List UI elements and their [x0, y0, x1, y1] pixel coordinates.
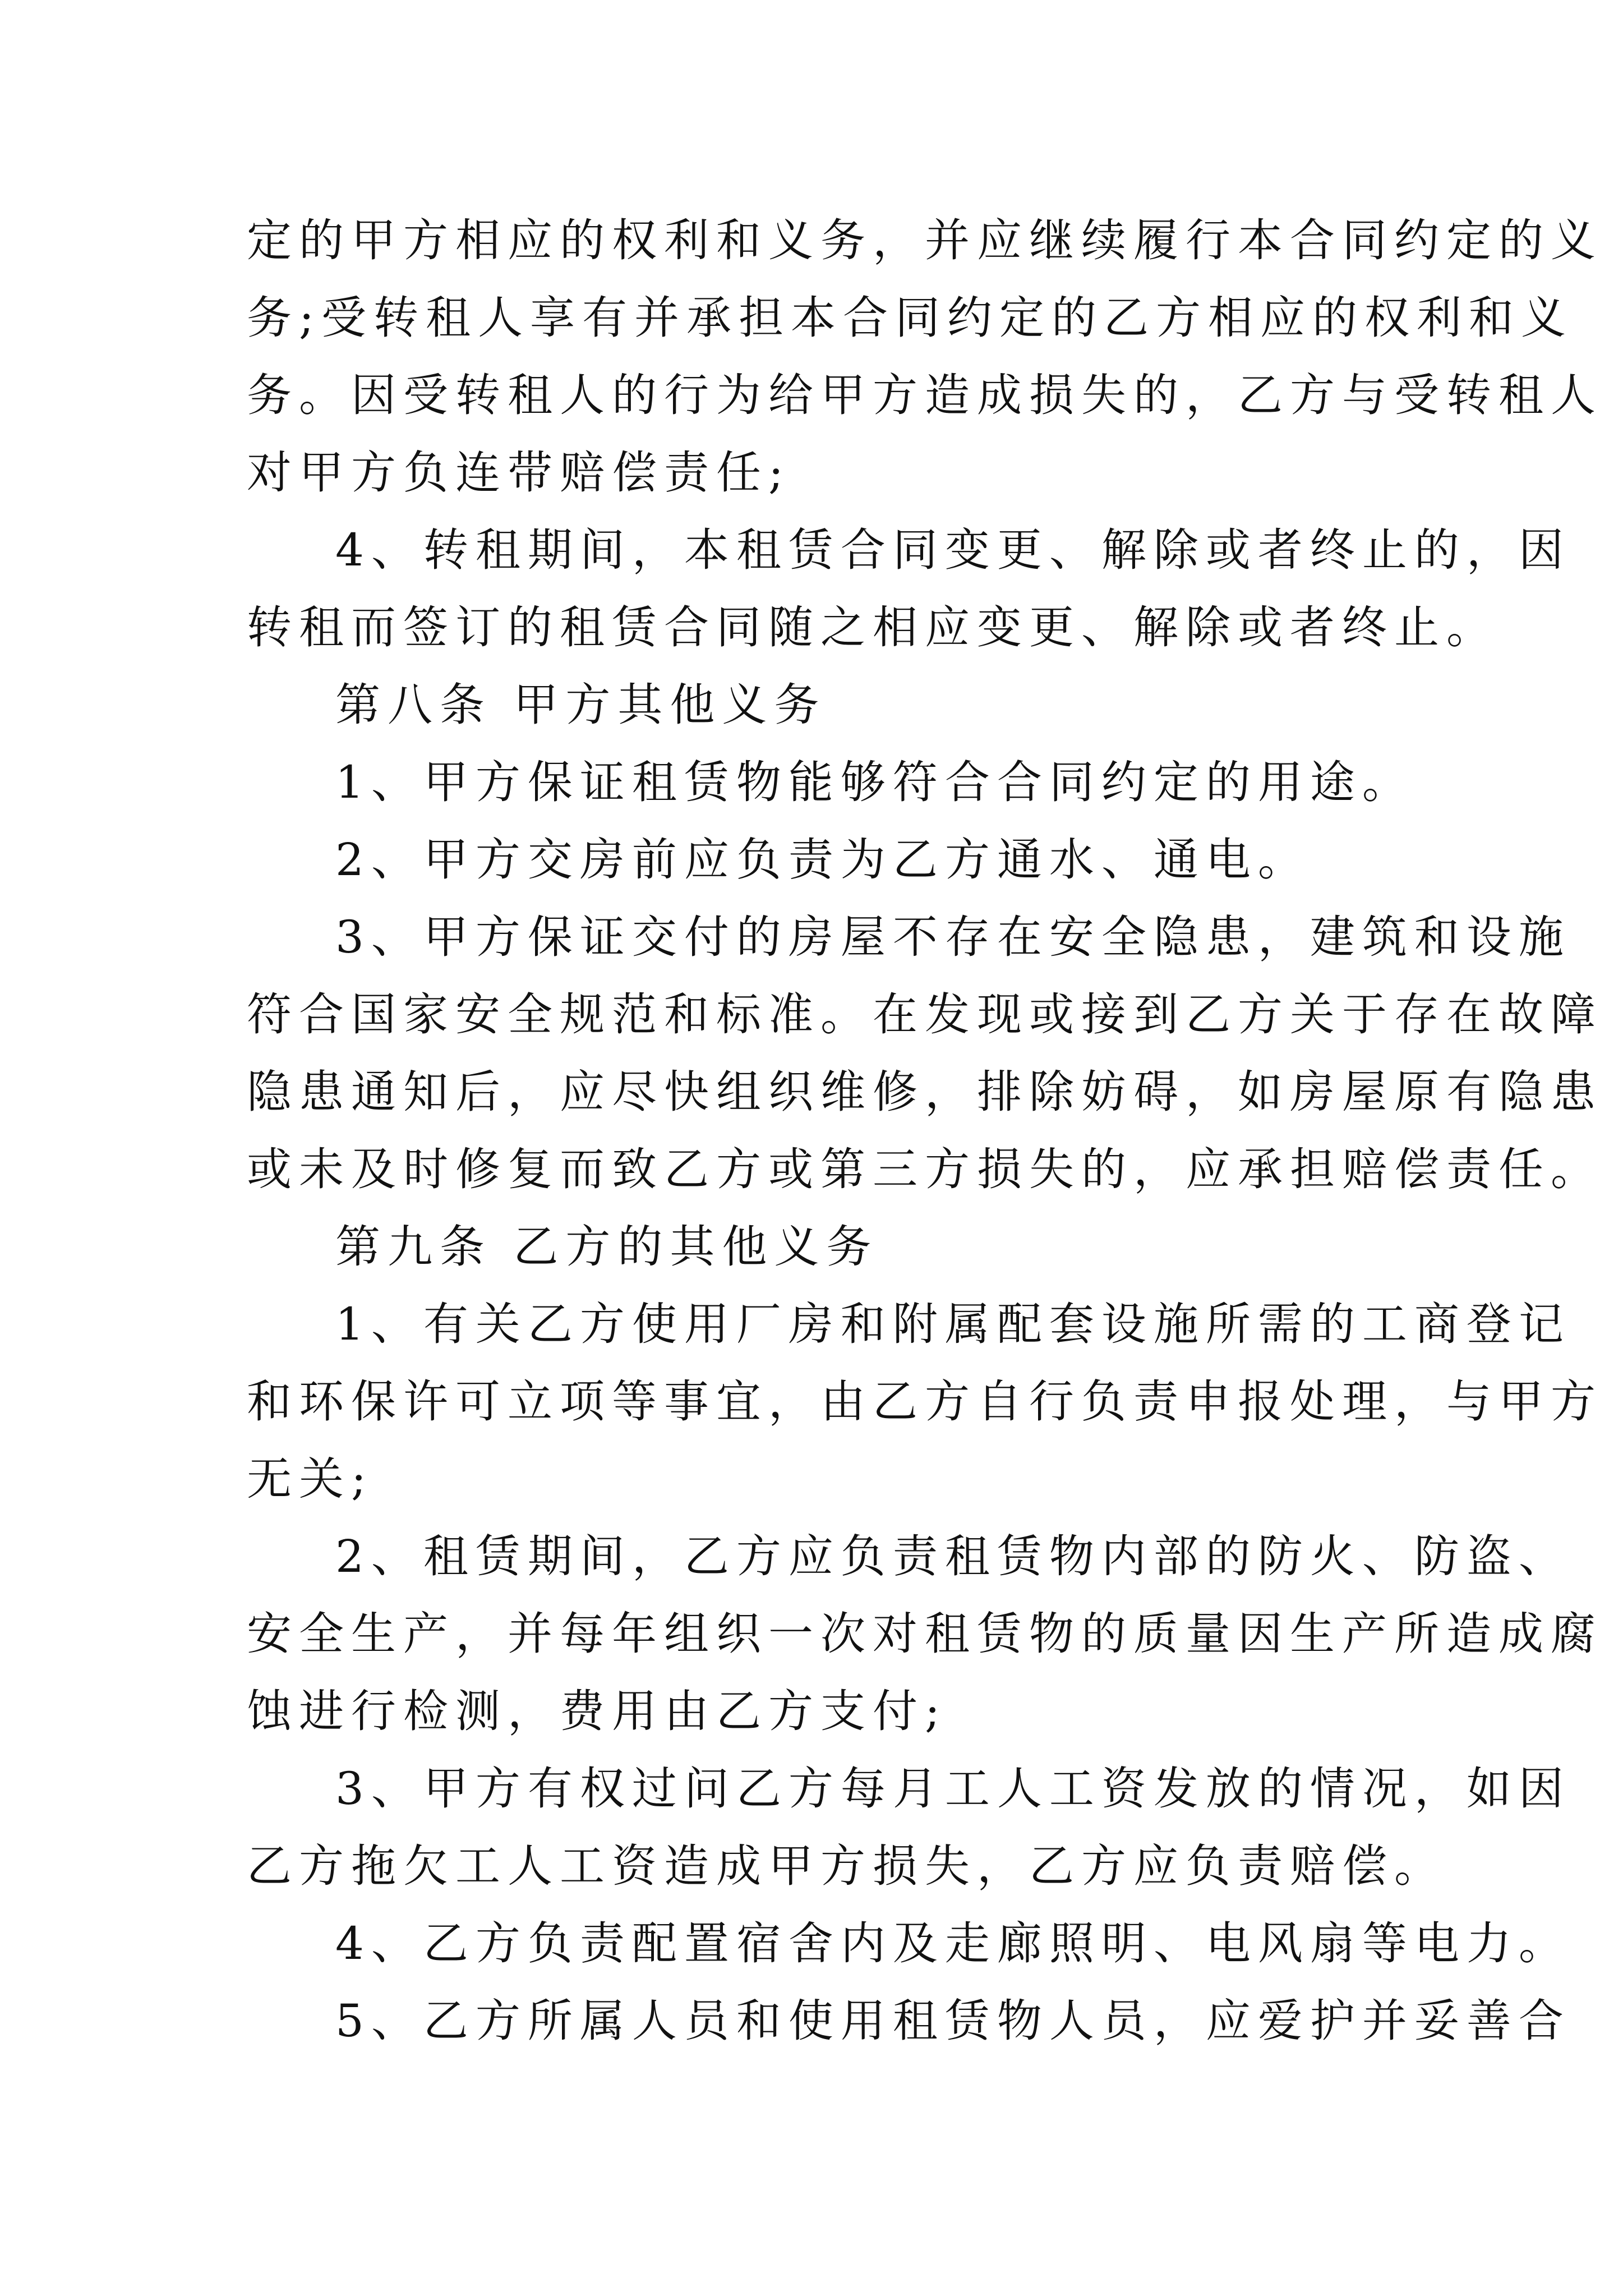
text-line: 和环保许可立项等事宜，由乙方自行负责申报处理，与甲方: [247, 1375, 1603, 1428]
contract-body: [247, 202, 1603, 2060]
clause-item: 5、乙方所属人员和使用租赁物人员，应爱护并妥善合: [335, 1995, 1571, 2047]
text-line: 务;受转租人享有并承担本合同约定的乙方相应的权利和义: [247, 292, 1573, 344]
clause-item: 4、转租期间，本租赁合同变更、解除或者终止的，因: [335, 524, 1571, 576]
article-heading: 第九条 乙方的其他义务: [335, 1221, 879, 1273]
text-line: 转租而签订的租赁合同随之相应变更、解除或者终止。: [247, 601, 1498, 654]
text-line: 乙方拖欠工人工资造成甲方损失，乙方应负责赔偿。: [247, 1840, 1446, 1892]
text-line: 无关;: [247, 1453, 374, 1505]
clause-item: 2、甲方交房前应负责为乙方通水、通电。: [335, 834, 1310, 886]
text-line: 安全生产，并每年组织一次对租赁物的质量因生产所造成腐: [247, 1608, 1603, 1660]
article-heading: 第八条 甲方其他义务: [335, 679, 827, 731]
text-line: 隐患通知后，应尽快组织维修，排除妨碍，如房屋原有隐患: [247, 1066, 1603, 1118]
text-line: 或未及时修复而致乙方或第三方损失的，应承担赔偿责任。: [247, 1143, 1603, 1195]
text-line: 符合国家安全规范和标准。在发现或接到乙方关于存在故障: [247, 988, 1603, 1041]
clause-item: 1、有关乙方使用厂房和附属配套设施所需的工商登记: [335, 1298, 1571, 1350]
clause-item: 1、甲方保证租赁物能够符合合同约定的用途。: [335, 756, 1414, 808]
text-line: 定的甲方相应的权利和义务，并应继续履行本合同约定的义: [247, 214, 1603, 266]
clause-item: 4、乙方负责配置宿舍内及走廊照明、电风扇等电力。: [335, 1917, 1571, 1970]
clause-item: 2、租赁期间，乙方应负责租赁物内部的防火、防盗、: [335, 1530, 1571, 1582]
clause-item: 3、甲方有权过问乙方每月工人工资发放的情况，如因: [335, 1763, 1571, 1815]
clause-item: 3、甲方保证交付的房屋不存在安全隐患，建筑和设施: [335, 911, 1571, 963]
text-line: 蚀进行检测，费用由乙方支付;: [247, 1685, 947, 1737]
text-line: 对甲方负连带赔偿责任;: [247, 447, 791, 499]
text-line: 务。因受转租人的行为给甲方造成损失的，乙方与受转租人: [247, 369, 1603, 421]
